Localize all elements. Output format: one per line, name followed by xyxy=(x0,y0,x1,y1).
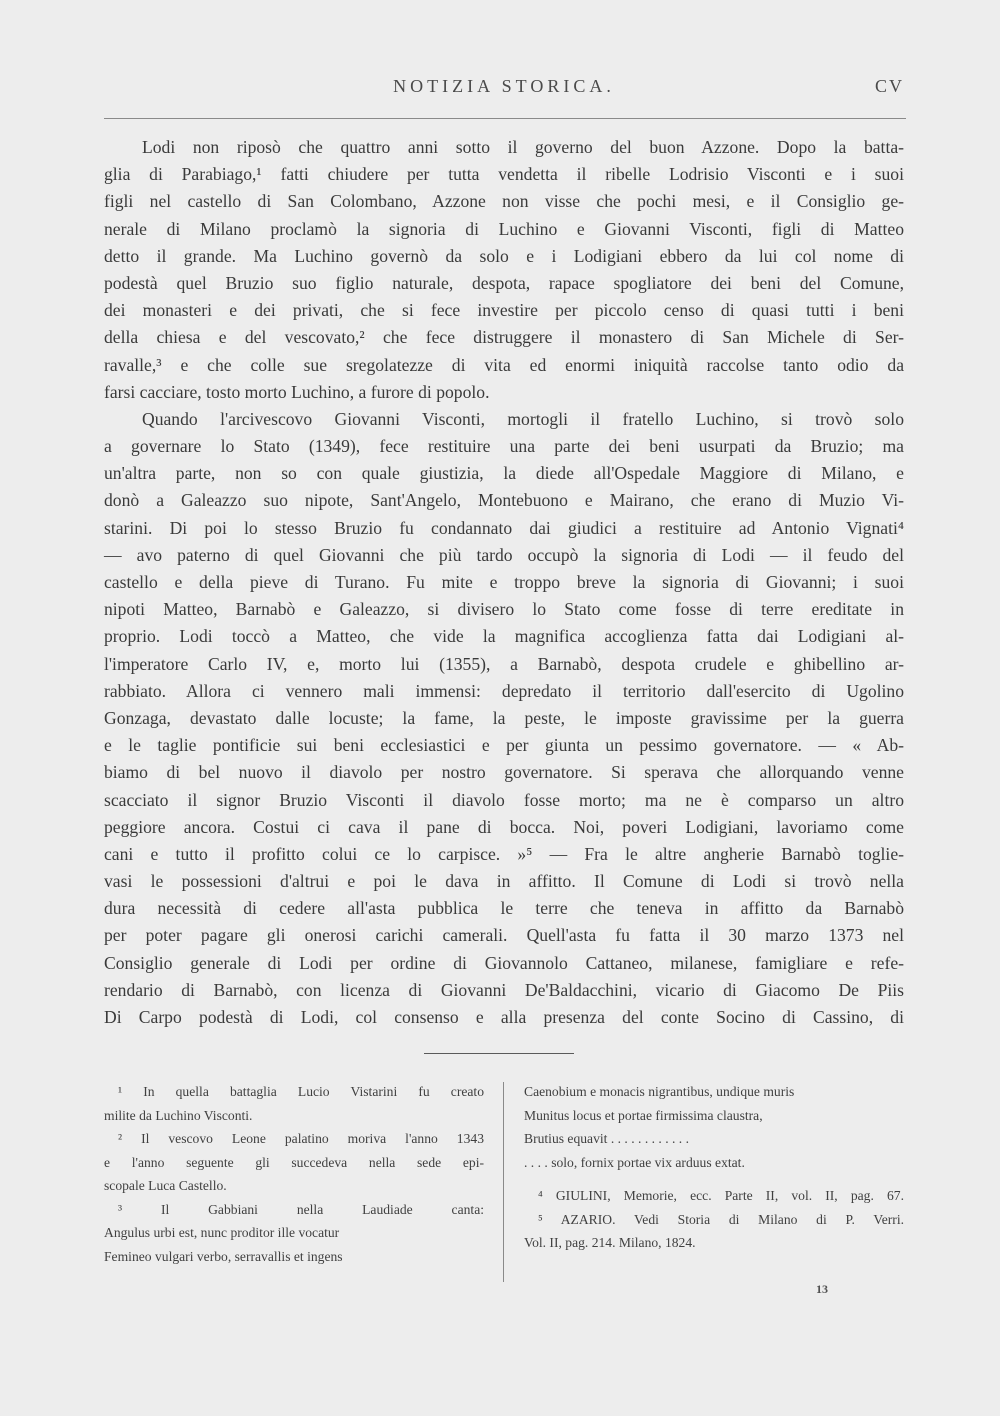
footnote-line: Caenobium e monacis nigrantibus, undique muris xyxy=(524,1084,795,1099)
text-line: Gonzaga, devastato dalle locuste; la fame, la peste, le imposte gravissime per la guerra xyxy=(104,707,904,728)
text-line: della chiesa e del vescovato,² che fece distruggere il monastero di San Michele di Ser- xyxy=(104,327,904,348)
footnote-rule xyxy=(424,1053,574,1054)
text-line: Quando l'arcivescovo Giovanni Visconti, mortogli il fratello Luchino, si trovò solo xyxy=(142,408,904,429)
text-line: detto il grande. Ma Luchino governò da solo e i Lodigiani ebbero da lui col nome di xyxy=(104,245,904,266)
footnote-line: Munitus locus et portae firmissima claustra, xyxy=(524,1107,763,1123)
footnote-line: ⁴ GIULINI, Memorie, ecc. Parte II, vol. II, pag. 67. xyxy=(538,1188,904,1203)
page-header xyxy=(104,76,904,100)
text-line: rabbiato. Allora ci vennero mali immensi: depredato il territorio dall'esercito di Ugolino xyxy=(104,680,904,701)
signature-mark: 13 xyxy=(816,1282,828,1296)
running-title: NOTIZIA STORICA. xyxy=(393,76,615,96)
text-line: rendario di Barnabò, con licenza di Giovanni De'Baldacchini, vicario di Giacomo De Piis xyxy=(104,979,904,1000)
text-line: dei monasteri e dei privati, che si fece investire per piccolo censo di quasi tutti i beni xyxy=(104,300,904,321)
text-line: — avo paterno di quel Giovanni che più tardo occupò la signoria di Lodi — il feudo del xyxy=(104,544,904,565)
footnote-line: ³ Il Gabbiani nella Laudiade canta: xyxy=(118,1201,484,1217)
page-number: CV xyxy=(874,76,904,96)
footnote-line: ² Il vescovo Leone palatino moriva l'anno 1343 xyxy=(118,1131,484,1146)
text-line: e le taglie pontificie sui beni ecclesiastici e per giunta un pessimo governatore. — « Ab- xyxy=(104,735,904,756)
footnote-line: Vol. II, pag. 214. Milano, 1824. xyxy=(524,1235,696,1250)
footnote-line: Brutius equavit . . . . . . . . . . . . xyxy=(524,1131,690,1146)
text-line: figli nel castello di San Colombano, Azzone non visse che pochi mesi, e il Consiglio ge- xyxy=(104,191,904,212)
footnotes-left-column xyxy=(104,1080,484,1268)
text-line: glia di Parabiago,¹ fatti chiudere per tutta vendetta il ribelle Lodrisio Visconti e i suoi xyxy=(104,164,904,185)
footnote-line: ¹ In quella battaglia Lucio Vistarini fu creato xyxy=(118,1084,484,1099)
text-line: per poter pagare gli onerosi carichi camerali. Quell'asta fu fatta il 30 marzo 1373 nel xyxy=(104,925,904,946)
text-line: farsi cacciare, tosto morto Luchino, a furore di popolo. xyxy=(104,381,490,402)
text-line: donò a Galeazzo suo nipote, Sant'Angelo, Montebuono e Mairano, che erano di Muzio Vi- xyxy=(104,490,904,511)
text-line: Consiglio generale di Lodi per ordine di Giovannolo Cattaneo, milanese, famigliare e refe- xyxy=(104,952,904,973)
footnote-line: ⁵ AZARIO. Vedi Storia di Milano di P. Verri. xyxy=(538,1211,904,1227)
footnote-column-divider xyxy=(503,1082,504,1282)
text-line: nerale di Milano proclamò la signoria di Luchino e Giovanni Visconti, figli di Matteo xyxy=(104,218,904,239)
footnote-line xyxy=(524,1174,904,1184)
text-line: nipoti Matteo, Barnabò e Galeazzo, si divisero lo Stato come fosse di terre ereditate in xyxy=(104,599,904,620)
text-line: ravalle,³ e che colle sue sregolatezze di vita ed enormi iniquità raccolse tanto odio da xyxy=(104,354,904,375)
text-line: l'imperatore Carlo IV, e, morto lui (1355), a Barnabò, despota crudele e ghibellino ar- xyxy=(104,653,904,674)
text-line: cani e tutto il profitto colui ce lo carpisce. »⁵ — Fra le altre angherie Barnabò toglie- xyxy=(104,843,904,864)
main-text xyxy=(104,134,904,1031)
text-line: peggiore ancora. Costui ci cava il pane di bocca. Noi, poveri Lodigiani, lavoriamo come xyxy=(104,816,904,837)
footnote-line: . . . . solo, fornix portae vix arduus extat. xyxy=(524,1154,745,1170)
footnote-line: Femineo vulgari verbo, serravallis et ingens xyxy=(104,1248,343,1264)
text-line: starini. Di poi lo stesso Bruzio fu condannato dai giudici a restituire ad Antonio Vignati⁴ xyxy=(104,517,904,538)
text-line: castello e della pieve di Turano. Fu mite e troppo breve la signoria di Giovanni; i suoi xyxy=(104,572,904,592)
footnotes-right-column xyxy=(524,1080,904,1255)
footnote-line: scopale Luca Castello. xyxy=(104,1178,227,1193)
text-line: vasi le possessioni d'altrui e poi le dava in affitto. Il Comune di Lodi si trovò nella xyxy=(104,871,904,892)
text-line: scacciato il signor Bruzio Visconti il diavolo fosse morto; ma ne è comparso un altro xyxy=(104,789,904,810)
header-rule xyxy=(104,118,906,119)
text-line: a governare lo Stato (1349), fece restituire una parte dei beni usurpati da Bruzio; ma xyxy=(104,436,904,457)
footnote-line: e l'anno seguente gli succedeva nella sede epi- xyxy=(104,1154,484,1170)
text-line: podestà quel Bruzio suo figlio naturale, despota, rapace spogliatore dei beni del Comune, xyxy=(104,272,904,293)
text-line: un'altra parte, non so con quale giustizia, la diede all'Ospedale Maggiore di Milano, e xyxy=(104,463,904,484)
footnote-line: milite da Luchino Visconti. xyxy=(104,1107,253,1123)
text-line: proprio. Lodi toccò a Matteo, che vide la magnifica accoglienza fatta dai Lodigiani al- xyxy=(104,626,904,647)
text-line: Lodi non riposò che quattro anni sotto il governo del buon Azzone. Dopo la batta- xyxy=(142,137,904,157)
text-line: biamo di bel nuovo il diavolo per nostro governatore. Si sperava che allorquando venne xyxy=(104,762,904,783)
text-line: dura necessità di cedere all'asta pubblica le terre che teneva in affitto da Barnabò xyxy=(104,898,904,919)
text-line: Di Carpo podestà di Lodi, col consenso e alla presenza del conte Socino di Cassino, di xyxy=(104,1007,904,1027)
footnote-line: Angulus urbi est, nunc proditor ille vocatur xyxy=(104,1225,340,1240)
